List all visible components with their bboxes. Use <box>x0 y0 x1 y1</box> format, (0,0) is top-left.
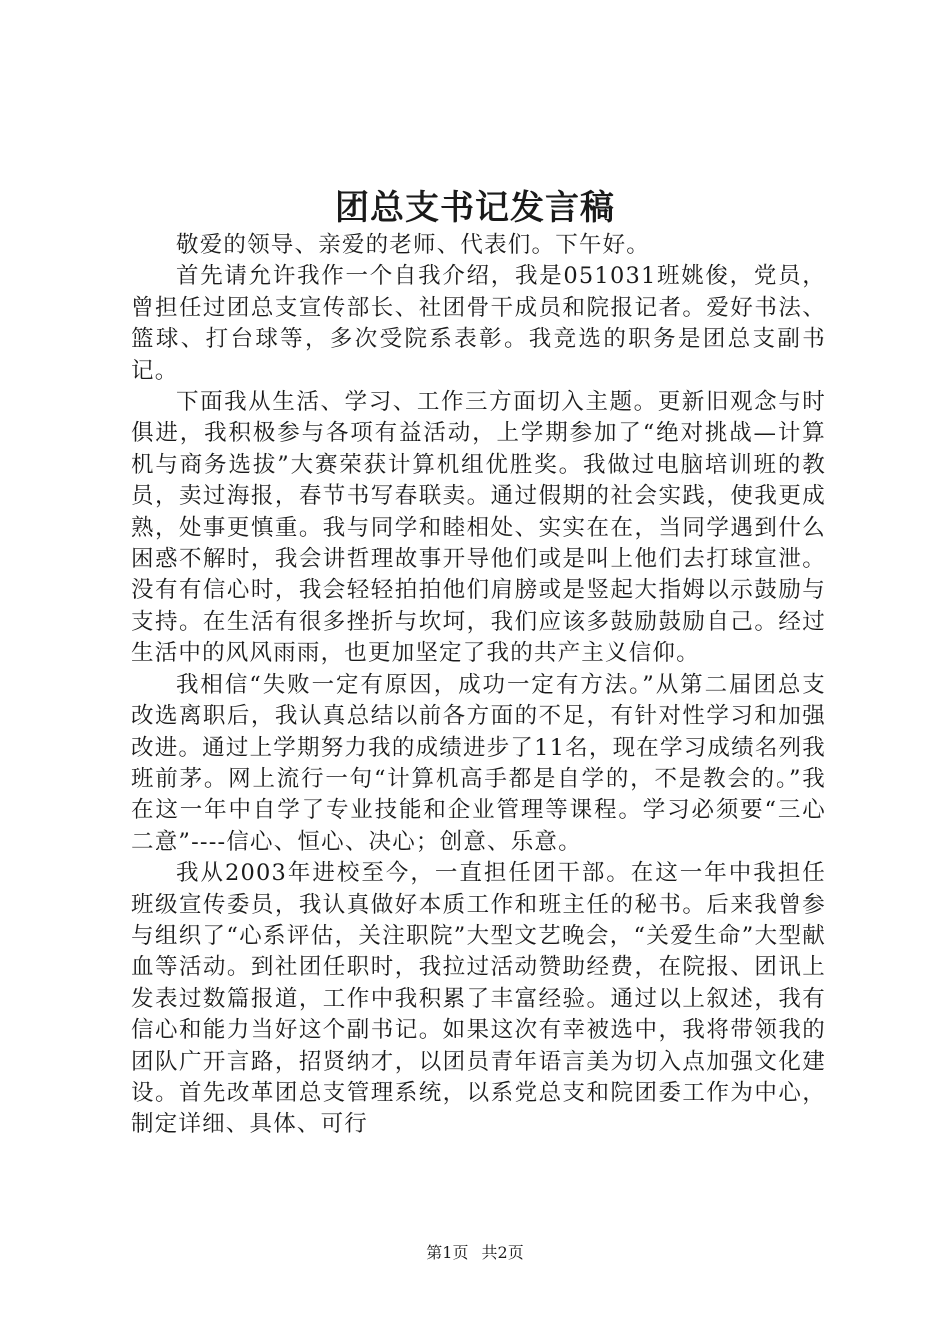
page-footer <box>0 1242 950 1264</box>
paragraph-greeting: 敬爱的领导、亲爱的老师、代表们。下午好。 <box>176 232 651 258</box>
document-title: 团总支书记发言稿 <box>335 188 615 228</box>
paragraph-study: 我相信“失败一定有原因，成功一定有方法。”从第二届团总支改选离职后，我认真总结以前各方面的不足，有针对性学习和加强改进。通过上学期努力我的成绩进步了11名，现在学习成绩名列我班前茅。网上流行一句“计算机高手都是自学的，不是教会的。”我在这一年中自学了专业技能和企业管理等课程。学习必须要“三心二意”----信心、恒心、决心；创意、乐意。 <box>131 671 826 855</box>
document-body <box>131 230 826 1141</box>
paragraph-life: 下面我从生活、学习、工作三方面切入主题。更新旧观念与时俱进，我积极参与各项有益活动，上学期参加了“绝对挑战—计算机与商务选拔”大赛荣获计算机组优胜奖。我做过电脑培训班的教员，卖过海报，春节书写春联卖。通过假期的社会实践，使我更成熟，处事更慎重。我与同学和睦相处、实实在在，当同学遇到什么困惑不解时，我会讲哲理故事开导他们或是叫上他们去打球宣泄。没有有信心时，我会轻轻拍拍他们肩膀或是竖起大指姆以示鼓励与支持。在生活有很多挫折与坎坷，我们应该多鼓励鼓励自己。经过生活中的风风雨雨，也更加坚定了我的共产主义信仰。 <box>131 389 826 667</box>
page-number-current: 第1页 <box>426 1243 469 1262</box>
page-number-total: 共2页 <box>481 1243 524 1262</box>
paragraph-introduction: 首先请允许我作一个自我介绍，我是051031班姚俊，党员，曾担任过团总支宣传部长、社团骨干成员和院报记者。爱好书法、篮球、打台球等，多次受院系表彰。我竞选的职务是团总支副书记。 <box>131 263 826 384</box>
paragraph-work: 我从2003年进校至今，一直担任团干部。在这一年中我担任班级宣传委员，我认真做好本质工作和班主任的秘书。后来我曾参与组织了“心系评估，关注职院”大型文艺晚会，“关爱生命”大型献血等活动。到社团任职时，我拉过活动赞助经费，在院报、团讯上发表过数篇报道，工作中我积累了丰富经验。通过以上叙述，我有信心和能力当好这个副书记。如果这次有幸被选中，我将带领我的团队广开言路，招贤纳才，以团员青年语言美为切入点加强文化建设。首先改革团总支管理系统，以系党总支和院团委工作为中心，制定详细、具体、可行 <box>131 860 826 1138</box>
